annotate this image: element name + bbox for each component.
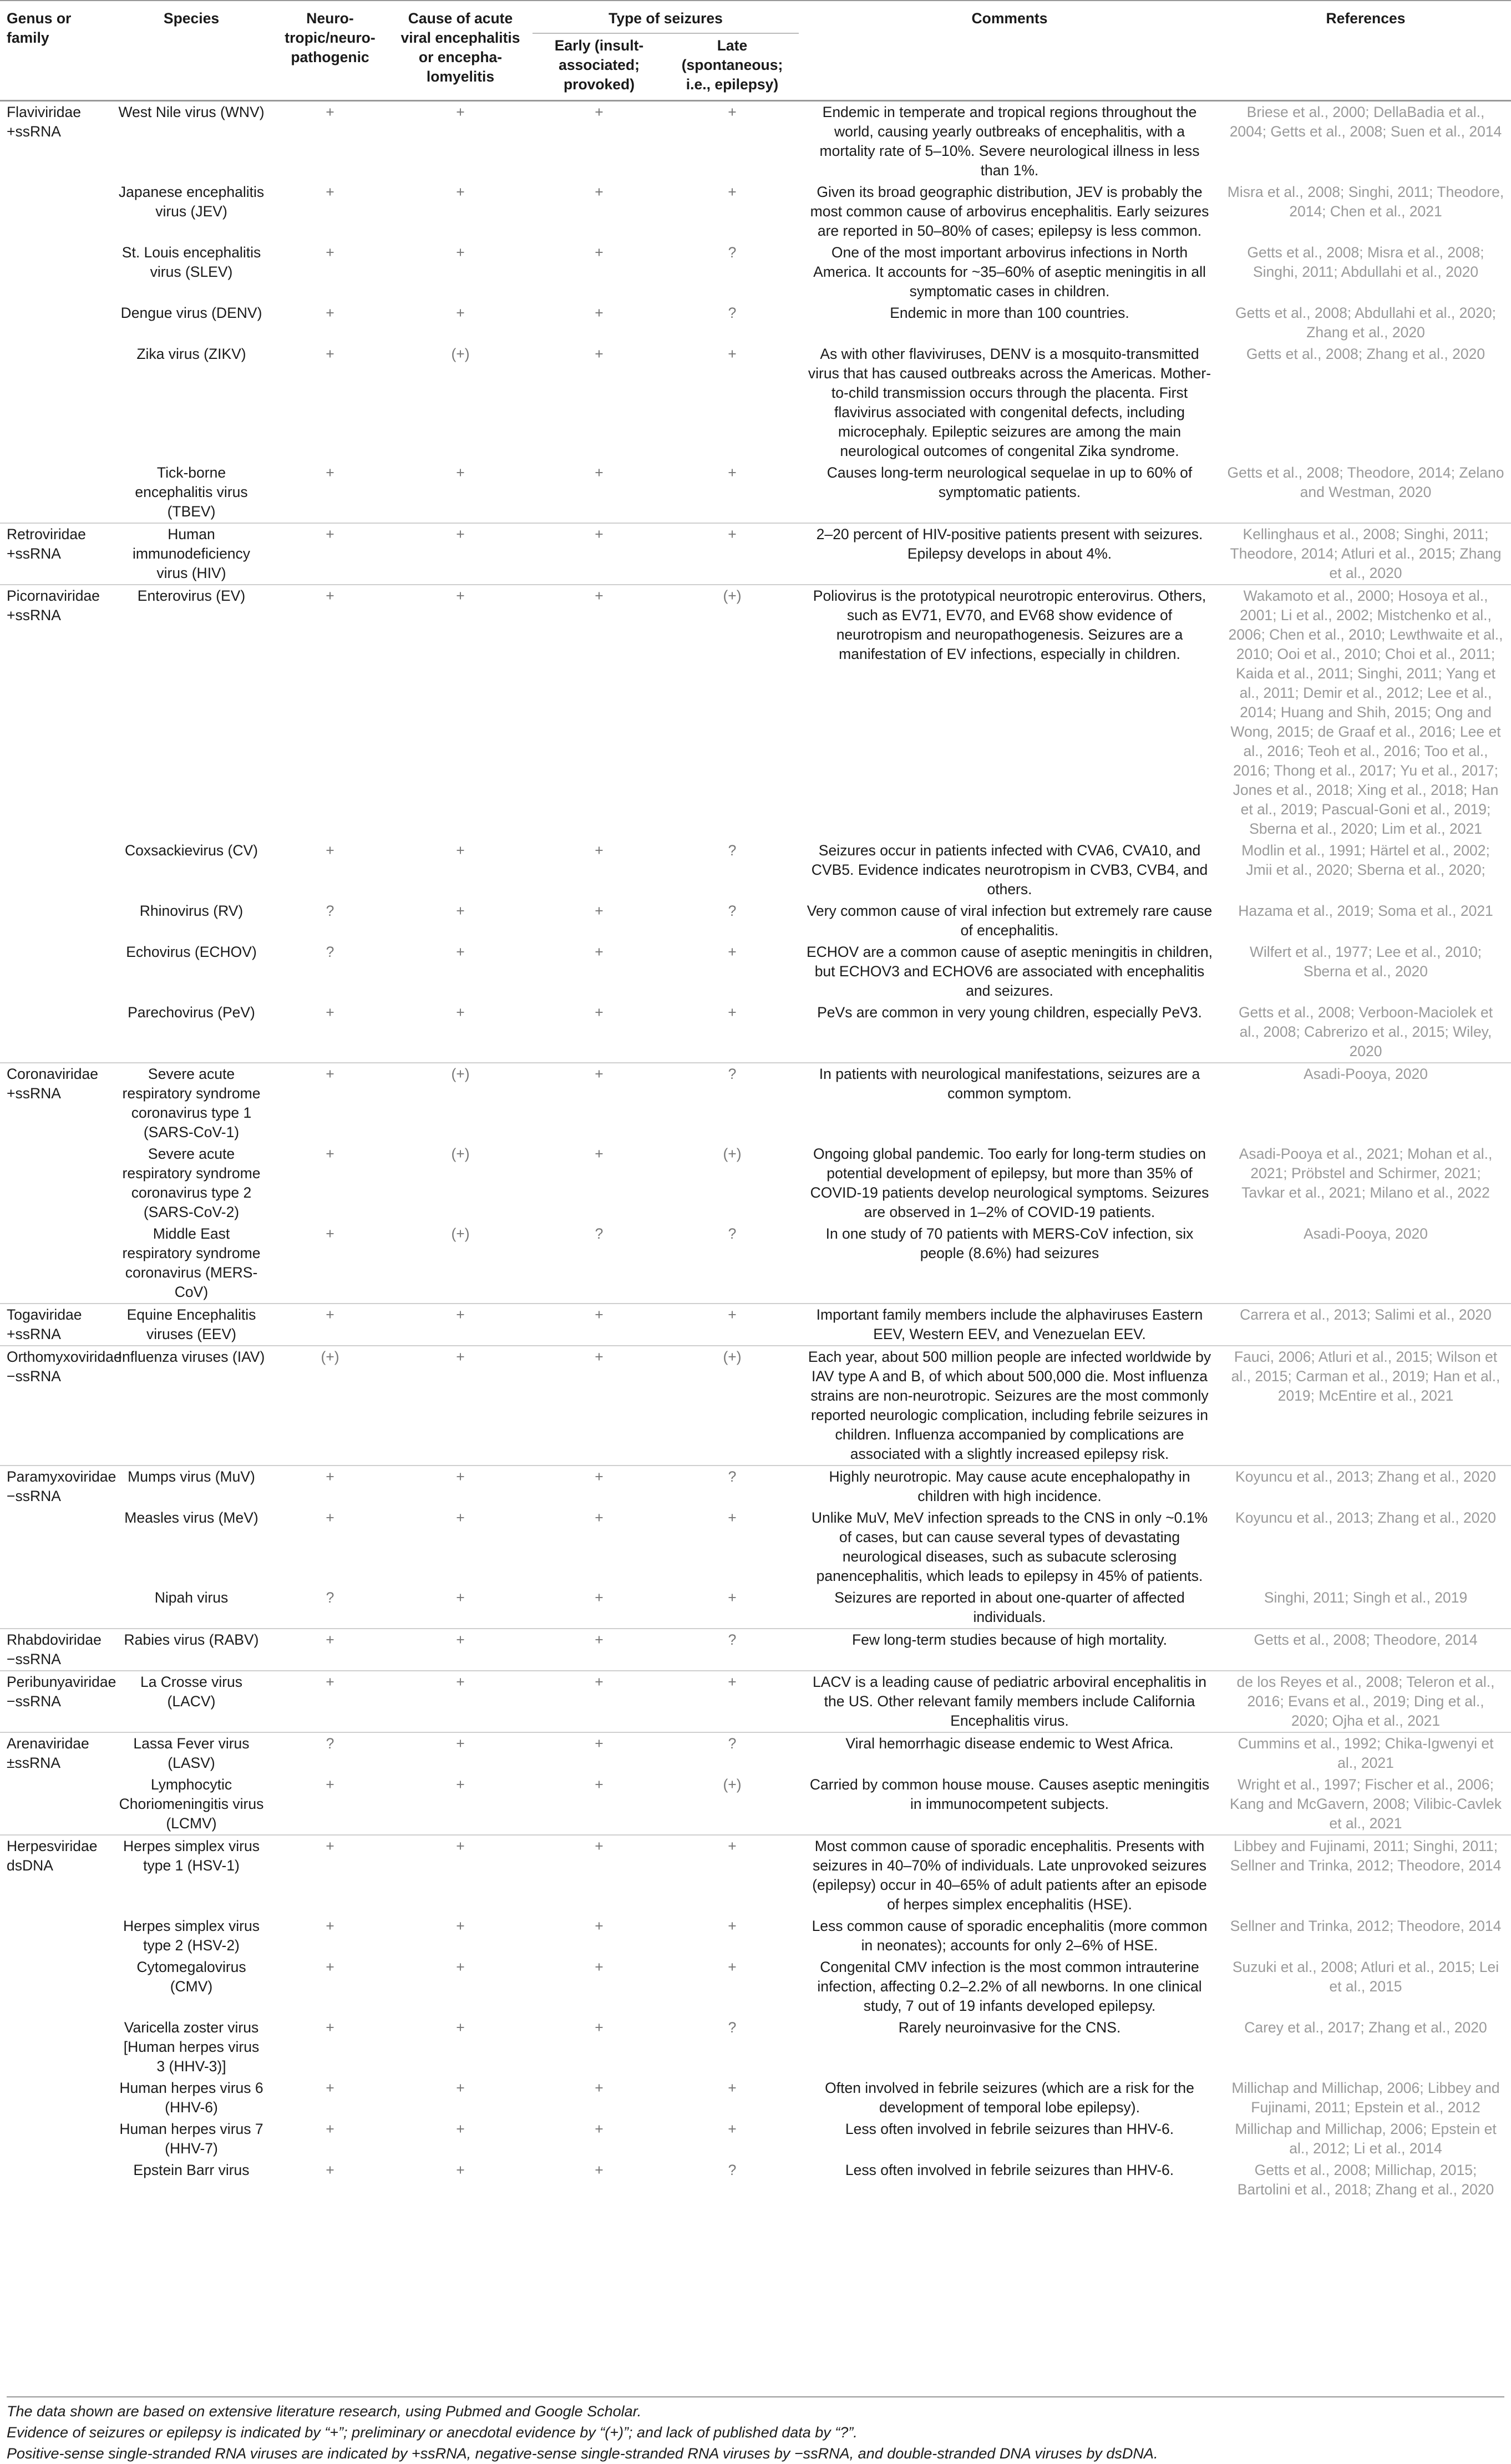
cell-neurotropic: ? — [272, 1732, 388, 1774]
cell-late-seizures: ? — [728, 903, 737, 919]
cell-encephalitis-cause: (+) — [451, 346, 470, 362]
cell-encephalitis-cause: + — [456, 104, 465, 120]
cell-encephalitis-cause: (+) — [388, 1063, 533, 1143]
cell-references: Millichap and Millichap, 2006; Libbey and Fujinami, 2011; Epstein et al., 2012 — [1231, 2080, 1500, 2116]
cell-early-seizures: + — [595, 244, 604, 261]
cell-late-seizures: ? — [728, 842, 737, 859]
cell-early-seizures: + — [533, 1466, 666, 1507]
cell-references: de los Reyes et al., 2008; Teleron et al., 2016; Evans et al., 2019; Ding et al., 2020; Ojha et al., 2021 — [1220, 1671, 1511, 1732]
cell-early-seizures: + — [595, 1509, 604, 1526]
table-row — [0, 1063, 1511, 1143]
cell-early-seizures: + — [595, 1145, 604, 1162]
cell-late-seizures: (+) — [666, 1346, 799, 1466]
cell-genus — [0, 1587, 111, 1629]
cell-early-seizures: + — [595, 1004, 604, 1021]
cell-references: Briese et al., 2000; DellaBadia et al., 2004; Getts et al., 2008; Suen et al., 2014 — [1229, 104, 1502, 140]
cell-references: Sellner and Trinka, 2012; Theodore, 2014 — [1230, 1918, 1502, 1934]
cell-late-seizures: (+) — [723, 1145, 742, 1162]
cell-genus: Herpesviridae dsDNA — [0, 1835, 111, 1915]
table-row — [0, 840, 1511, 900]
cell-encephalitis-cause: + — [456, 184, 465, 200]
table-row — [0, 101, 1511, 182]
cell-early-seizures: + — [533, 1629, 666, 1671]
header-late: Late (spontaneous; i.e., epilepsy) — [666, 33, 799, 101]
cell-late-seizures: + — [728, 1589, 737, 1606]
cell-comments: Endemic in temperate and tropical regions throughout the world, causing yearly outbreaks of encephalitis, with a mortality rate of 5–10%. Severe neurological illness in less than 1%. — [819, 104, 1200, 179]
cell-late-seizures: ? — [728, 1225, 737, 1242]
cell-neurotropic: + — [326, 244, 334, 261]
cell-neurotropic: (+) — [272, 1346, 388, 1466]
cell-genus — [0, 302, 111, 343]
cell-neurotropic: + — [326, 104, 334, 120]
cell-species: Epstein Barr virus — [133, 2162, 250, 2178]
cell-neurotropic: ? — [326, 1589, 334, 1606]
cell-species: Mumps virus (MuV) — [111, 1466, 272, 1507]
cell-references: Libbey and Fujinami, 2011; Singhi, 2011; Sellner and Trinka, 2012; Theodore, 2014 — [1220, 1835, 1511, 1915]
cell-late-seizures: + — [728, 2080, 737, 2096]
cell-late-seizures: + — [728, 1959, 737, 1975]
cell-species: Varicella zoster virus [Human herpes virus 3 (HHV-3)] — [123, 2019, 260, 2075]
cell-references: Modlin et al., 1991; Härtel et al., 2002; Jmii et al., 2020; Sberna et al., 2020; — [1241, 842, 1490, 878]
cell-neurotropic: + — [326, 1225, 334, 1242]
cell-neurotropic: + — [326, 842, 334, 859]
cell-neurotropic: + — [272, 1671, 388, 1732]
cell-late-seizures: ? — [728, 244, 737, 261]
cell-comments: As with other flaviviruses, DENV is a mosquito-transmitted virus that has caused outbreaks across the Americas. Mother-to-child transmission occurs through the placenta. First flavivirus associated with congenital defects, including microcephaly. Epileptic seizures are among the main neurological outcomes of congenital Zika syndrome. — [808, 346, 1211, 459]
cell-references: Koyuncu et al., 2013; Zhang et al., 2020 — [1235, 1509, 1496, 1526]
cell-species: Nipah virus — [154, 1589, 229, 1606]
header-references: References — [1220, 1, 1511, 101]
cell-genus — [0, 2118, 111, 2159]
cell-comments: Seizures are reported in about one-quarter of affected individuals. — [834, 1589, 1185, 1625]
cell-comments: In patients with neurological manifestations, seizures are a common symptom. — [799, 1063, 1220, 1143]
header-early: Early (insult-associated; provoked) — [533, 33, 666, 101]
cell-encephalitis-cause: + — [456, 244, 465, 261]
cell-comments: Less common cause of sporadic encephalitis (more common in neonates); accounts for only 2–6% of HSE. — [812, 1918, 1208, 1954]
cell-encephalitis-cause: + — [456, 1918, 465, 1934]
cell-encephalitis-cause: + — [456, 1004, 465, 1021]
cell-encephalitis-cause: + — [456, 2080, 465, 2096]
cell-species: Human herpes virus 6 (HHV-6) — [119, 2080, 263, 2116]
footnote: The data shown are based on extensive literature research, using Pubmed and Google Scholar. — [7, 2403, 642, 2420]
cell-genus: Rhabdoviridae −ssRNA — [0, 1629, 111, 1671]
table-row — [0, 2159, 1511, 2201]
cell-species: Zika virus (ZIKV) — [136, 346, 246, 362]
cell-genus — [0, 343, 111, 462]
cell-species: Japanese encephalitis virus (JEV) — [118, 184, 265, 220]
cell-species: West Nile virus (WNV) — [118, 104, 265, 120]
cell-species: Influenza viruses (IAV) — [111, 1346, 272, 1466]
cell-early-seizures: + — [595, 1918, 604, 1934]
cell-neurotropic: + — [326, 305, 334, 321]
cell-genus — [0, 840, 111, 900]
cell-genus: Togaviridae +ssRNA — [0, 1304, 111, 1346]
cell-neurotropic: + — [326, 1145, 334, 1162]
table-row — [0, 1002, 1511, 1063]
table-row — [0, 343, 1511, 462]
cell-comments: PeVs are common in very young children, especially PeV3. — [817, 1004, 1202, 1021]
cell-neurotropic: + — [326, 2121, 334, 2137]
cell-comments: Less often involved in febrile seizures than HHV-6. — [845, 2162, 1174, 2178]
cell-genus — [0, 2077, 111, 2118]
cell-encephalitis-cause: + — [456, 1589, 465, 1606]
cell-encephalitis-cause: + — [388, 1304, 533, 1346]
cell-late-seizures: + — [666, 1671, 799, 1732]
cell-comments: Viral hemorrhagic disease endemic to West Africa. — [799, 1732, 1220, 1774]
cell-early-seizures: + — [595, 464, 604, 481]
cell-neurotropic: + — [326, 1004, 334, 1021]
cell-encephalitis-cause: + — [456, 464, 465, 481]
cell-genus — [0, 2159, 111, 2201]
header-cause: Cause of acute viral encephalitis or encepha-lomyelitis — [388, 1, 533, 101]
cell-comments: Few long-term studies because of high mortality. — [799, 1629, 1220, 1671]
table-body — [0, 101, 1511, 2201]
cell-neurotropic: + — [326, 346, 334, 362]
cell-early-seizures: + — [533, 1063, 666, 1143]
cell-encephalitis-cause: + — [388, 1629, 533, 1671]
cell-late-seizures: ? — [728, 2019, 737, 2036]
cell-references: Getts et al., 2008; Theodore, 2014 — [1220, 1629, 1511, 1671]
cell-early-seizures: + — [533, 1732, 666, 1774]
cell-early-seizures: ? — [595, 1225, 604, 1242]
cell-references: Getts et al., 2008; Abdullahi et al., 2020; Zhang et al., 2020 — [1235, 305, 1496, 341]
cell-references: Asadi-Pooya et al., 2021; Mohan et al., 2021; Pröbstel and Schirmer, 2021; Tavkar et al., 2021; Milano et al., 2022 — [1239, 1145, 1493, 1201]
cell-early-seizures: + — [595, 184, 604, 200]
cell-early-seizures: + — [595, 1959, 604, 1975]
cell-species: Equine Encephalitis viruses (EEV) — [111, 1304, 272, 1346]
table-row — [0, 2118, 1511, 2159]
cell-references: Carrera et al., 2013; Salimi et al., 2020 — [1220, 1304, 1511, 1346]
cell-comments: Highly neurotropic. May cause acute encephalopathy in children with high incidence. — [799, 1466, 1220, 1507]
cell-late-seizures: + — [728, 1918, 737, 1934]
cell-comments: Given its broad geographic distribution, JEV is probably the most common cause of arbovirus encephalitis. Early seizures are reported in 50–80% of cases; epilepsy is less common. — [810, 184, 1209, 239]
cell-early-seizures: + — [533, 1671, 666, 1732]
cell-neurotropic: + — [326, 1776, 334, 1793]
cell-comments: Often involved in febrile seizures (which are a risk for the development of temporal lobe epilepsy). — [825, 2080, 1194, 2116]
table-row — [0, 1587, 1511, 1629]
cell-neurotropic: + — [272, 1304, 388, 1346]
cell-encephalitis-cause: + — [456, 305, 465, 321]
cell-species: Herpes simplex virus type 1 (HSV-1) — [111, 1835, 272, 1915]
cell-comments: Very common cause of viral infection but extremely rare cause of encephalitis. — [807, 903, 1213, 939]
cell-references: Suzuki et al., 2008; Atluri et al., 2015; Lei et al., 2015 — [1232, 1959, 1499, 1995]
cell-early-seizures: + — [595, 2121, 604, 2137]
table-row — [0, 2077, 1511, 2118]
cell-comments: ECHOV are a common cause of aseptic meningitis in children, but ECHOV3 and ECHOV6 are associated with encephalitis and seizures. — [806, 944, 1213, 999]
cell-genus — [0, 242, 111, 302]
table-row — [0, 462, 1511, 523]
table-row — [0, 2017, 1511, 2077]
cell-references: Koyuncu et al., 2013; Zhang et al., 2020 — [1220, 1466, 1511, 1507]
cell-neurotropic: + — [326, 2019, 334, 2036]
cell-late-seizures: ? — [728, 305, 737, 321]
cell-late-seizures: ? — [728, 2162, 737, 2178]
cell-late-seizures: ? — [666, 1732, 799, 1774]
cell-early-seizures: + — [595, 305, 604, 321]
cell-references: Asadi-Pooya, 2020 — [1304, 1225, 1428, 1242]
cell-late-seizures: (+) — [723, 1776, 742, 1793]
cell-encephalitis-cause: + — [456, 903, 465, 919]
cell-comments: In one study of 70 patients with MERS-CoV infection, six people (8.6%) had seizures — [825, 1225, 1194, 1261]
cell-genus — [0, 2017, 111, 2077]
cell-neurotropic: ? — [326, 944, 334, 960]
cell-late-seizures: + — [666, 1304, 799, 1346]
table-row — [0, 302, 1511, 343]
cell-references: Getts et al., 2008; Theodore, 2014; Zelano and Westman, 2020 — [1227, 464, 1504, 500]
cell-early-seizures: + — [595, 2162, 604, 2178]
cell-species: Coxsackievirus (CV) — [124, 842, 258, 859]
table-row — [0, 900, 1511, 941]
table-row — [0, 242, 1511, 302]
cell-species: Lymphocytic Choriomeningitis virus (LCMV) — [119, 1776, 264, 1832]
cell-early-seizures: + — [595, 1589, 604, 1606]
header-seizures: Type of seizures — [533, 1, 799, 33]
cell-neurotropic: + — [272, 1466, 388, 1507]
cell-encephalitis-cause: (+) — [451, 1145, 470, 1162]
cell-species: St. Louis encephalitis virus (SLEV) — [121, 244, 261, 280]
table-row — [0, 1223, 1511, 1304]
cell-encephalitis-cause: + — [388, 523, 533, 585]
cell-comments: Important family members include the alphaviruses Eastern EEV, Western EEV, and Venezuelan EEV. — [799, 1304, 1220, 1346]
cell-late-seizures: + — [728, 1509, 737, 1526]
cell-genus — [0, 1002, 111, 1063]
cell-comments: 2–20 percent of HIV-positive patients present with seizures. Epilepsy develops in about 4%. — [799, 523, 1220, 585]
cell-encephalitis-cause: + — [456, 944, 465, 960]
cell-late-seizures: + — [728, 184, 737, 200]
table-row — [0, 1346, 1511, 1466]
cell-early-seizures: + — [595, 2019, 604, 2036]
cell-genus: Picornaviridae +ssRNA — [0, 585, 111, 840]
cell-comments: Most common cause of sporadic encephalitis. Presents with seizures in 40–70% of individuals. Late unprovoked seizures (epilepsy) occur in 40–65% of adult patients after an episode of herpes simplex encephalitis (HSE). — [799, 1835, 1220, 1915]
cell-encephalitis-cause: (+) — [451, 1225, 470, 1242]
footnote: Evidence of seizures or epilepsy is indicated by “+”; preliminary or anecdotal evidence by “(+)”; and lack of published data by “?”. — [7, 2424, 858, 2441]
cell-species: Rabies virus (RABV) — [111, 1629, 272, 1671]
cell-encephalitis-cause: + — [388, 1466, 533, 1507]
cell-encephalitis-cause: + — [388, 1732, 533, 1774]
cell-species: Dengue virus (DENV) — [120, 305, 262, 321]
table-header — [0, 1, 1511, 101]
cell-late-seizures: ? — [666, 1063, 799, 1143]
cell-genus — [0, 1915, 111, 1956]
cell-neurotropic: + — [326, 464, 334, 481]
cell-early-seizures: + — [533, 523, 666, 585]
cell-early-seizures: + — [533, 1835, 666, 1915]
cell-neurotropic: + — [326, 1509, 334, 1526]
cell-genus — [0, 1223, 111, 1304]
cell-early-seizures: + — [595, 944, 604, 960]
cell-comments: Seizures occur in patients infected with CVA6, CVA10, and CVB5. Evidence indicates neurotropism in CVB3, CVB4, and others. — [811, 842, 1208, 898]
cell-genus — [0, 900, 111, 941]
cell-early-seizures: + — [595, 842, 604, 859]
cell-comments: Each year, about 500 million people are infected worldwide by IAV type A and B, of which about 500,000 die. Most influenza strains are non-neurotropic. Seizures are the most commonly reported neurologic complication, including febrile seizures in children. Influenza accompanied by complications are associated with a slightly increased epilepsy risk. — [799, 1346, 1220, 1466]
cell-early-seizures: + — [533, 1346, 666, 1466]
header-neuro: Neuro-tropic/neuro-pathogenic — [272, 1, 388, 101]
table-row — [0, 1143, 1511, 1223]
cell-references: Singhi, 2011; Singh et al., 2019 — [1264, 1589, 1468, 1606]
cell-references: Millichap and Millichap, 2006; Epstein et al., 2012; Li et al., 2014 — [1235, 2121, 1497, 2157]
cell-genus: Arenaviridae ±ssRNA — [0, 1732, 111, 1774]
table-row — [0, 181, 1511, 242]
cell-species: Enterovirus (EV) — [111, 585, 272, 840]
cell-early-seizures: + — [595, 104, 604, 120]
cell-neurotropic: + — [272, 1835, 388, 1915]
cell-late-seizures: + — [728, 346, 737, 362]
cell-comments: One of the most important arbovirus infections in North America. It accounts for ~35–60% of aseptic meningitis in all symptomatic cases in children. — [813, 244, 1206, 300]
cell-species: Severe acute respiratory syndrome coronavirus type 1 (SARS-CoV-1) — [111, 1063, 272, 1143]
cell-encephalitis-cause: + — [388, 1835, 533, 1915]
cell-encephalitis-cause: + — [456, 842, 465, 859]
footnote: Positive-sense single-stranded RNA viruses are indicated by +ssRNA, negative-sense single-stranded RNA viruses by −ssRNA, and double-stranded DNA viruses by dsDNA. — [7, 2445, 1158, 2462]
cell-species: La Crosse virus (LACV) — [111, 1671, 272, 1732]
cell-late-seizures: + — [728, 464, 737, 481]
table-footnotes — [7, 2396, 1504, 2464]
table-row — [0, 1629, 1511, 1671]
cell-references: Getts et al., 2008; Zhang et al., 2020 — [1246, 346, 1485, 362]
cell-neurotropic: + — [326, 2162, 334, 2178]
cell-species: Lassa Fever virus (LASV) — [111, 1732, 272, 1774]
cell-species: Tick-borne encephalitis virus (TBEV) — [135, 464, 248, 520]
cell-species: Human herpes virus 7 (HHV-7) — [119, 2121, 263, 2157]
cell-early-seizures: + — [595, 903, 604, 919]
cell-genus — [0, 1143, 111, 1223]
cell-neurotropic: + — [272, 585, 388, 840]
table-row — [0, 1671, 1511, 1732]
cell-neurotropic: + — [272, 523, 388, 585]
cell-encephalitis-cause: + — [456, 2019, 465, 2036]
cell-references: Kellinghaus et al., 2008; Singhi, 2011; Theodore, 2014; Atluri et al., 2015; Zhang et al., 2020 — [1220, 523, 1511, 585]
cell-encephalitis-cause: + — [456, 2121, 465, 2137]
table-row — [0, 1507, 1511, 1587]
table-row — [0, 1304, 1511, 1346]
table-row — [0, 1835, 1511, 1915]
cell-comments: Endemic in more than 100 countries. — [890, 305, 1129, 321]
table-row — [0, 1774, 1511, 1835]
cell-comments: Poliovirus is the prototypical neurotropic enterovirus. Others, such as EV71, EV70, and EV68 show evidence of neurotropism and neuropathogenesis. Seizures are a manifestation of EV infections, especially in children. — [799, 585, 1220, 840]
cell-genus: Coronaviridae +ssRNA — [0, 1063, 111, 1143]
cell-neurotropic: + — [326, 1959, 334, 1975]
cell-neurotropic: + — [272, 1063, 388, 1143]
cell-references: Wright et al., 1997; Fischer et al., 2006; Kang and McGavern, 2008; Vilibic-Cavlek et al., 2021 — [1229, 1776, 1502, 1832]
table-row — [0, 941, 1511, 1002]
cell-comments: Unlike MuV, MeV infection spreads to the CNS in only ~0.1% of cases, but can cause several types of devastating neurological diseases, such as subacute sclerosing panencephalitis, which leads to epilepsy in 45% of patients. — [811, 1509, 1208, 1584]
cell-genus — [0, 1774, 111, 1835]
cell-species: Severe acute respiratory syndrome coronavirus type 2 (SARS-CoV-2) — [122, 1145, 261, 1220]
cell-references: Wakamoto et al., 2000; Hosoya et al., 2001; Li et al., 2002; Mistchenko et al., 2006; Chen et al., 2010; Lewthwaite et al., 2010; Ooi et al., 2010; Choi et al., 2011; Kaida et al., 2011; Singhi, 2011; Yang et al., 2011; Demir et al., 2012; Lee et al., 2014; Huang and Shih, 2015; Ong and Wong, 2015; de Graaf et al., 2016; Lee et al., 2016; Teoh et al., 2016; Too et al., 2016; Thong et al., 2017; Yu et al., 2017; Jones et al., 2018; Xing et al., 2018; Han et al., 2019; Pascual-Goni et al., 2019; Sberna et al., 2020; Lim et al., 2021 — [1220, 585, 1511, 840]
cell-neurotropic: + — [326, 184, 334, 200]
cell-neurotropic: + — [326, 2080, 334, 2096]
cell-genus: Orthomyxoviridae −ssRNA — [0, 1346, 111, 1466]
cell-species: Herpes simplex virus type 2 (HSV-2) — [123, 1918, 260, 1954]
cell-genus: Retroviridae +ssRNA — [0, 523, 111, 585]
cell-late-seizures: + — [666, 1835, 799, 1915]
cell-species: Cytomegalovirus (CMV) — [136, 1959, 246, 1995]
cell-species: Parechovirus (PeV) — [128, 1004, 255, 1021]
cell-references: Asadi-Pooya, 2020 — [1220, 1063, 1511, 1143]
cell-comments: Causes long-term neurological sequelae in up to 60% of symptomatic patients. — [827, 464, 1193, 500]
cell-late-seizures: + — [728, 944, 737, 960]
cell-genus — [0, 1507, 111, 1587]
cell-late-seizures: (+) — [666, 585, 799, 840]
cell-encephalitis-cause: + — [388, 1346, 533, 1466]
cell-species: Measles virus (MeV) — [124, 1509, 258, 1526]
cell-early-seizures: + — [595, 1776, 604, 1793]
cell-comments: Rarely neuroinvasive for the CNS. — [898, 2019, 1121, 2036]
cell-references: Getts et al., 2008; Millichap, 2015; Bartolini et al., 2018; Zhang et al., 2020 — [1237, 2162, 1494, 2198]
cell-late-seizures: ? — [666, 1466, 799, 1507]
table-row — [0, 1732, 1511, 1774]
cell-references: Carey et al., 2017; Zhang et al., 2020 — [1244, 2019, 1487, 2036]
cell-comments: LACV is a leading cause of pediatric arboviral encephalitis in the US. Other relevant family members include California Encephalitis virus. — [799, 1671, 1220, 1732]
cell-late-seizures: + — [728, 1004, 737, 1021]
cell-species: Human immunodeficiency virus (HIV) — [111, 523, 272, 585]
cell-early-seizures: + — [533, 585, 666, 840]
header-comments: Comments — [799, 1, 1220, 101]
cell-genus: Flaviviridae +ssRNA — [7, 104, 82, 140]
cell-genus — [0, 181, 111, 242]
cell-neurotropic: + — [272, 1629, 388, 1671]
header-species: Species — [111, 1, 272, 101]
cell-late-seizures: + — [666, 523, 799, 585]
cell-references: Getts et al., 2008; Misra et al., 2008; Singhi, 2011; Abdullahi et al., 2020 — [1247, 244, 1484, 280]
header-genus: Genus or family — [0, 1, 111, 101]
cell-comments: Congenital CMV infection is the most common intrauterine infection, affecting 0.2–2.2% of all newborns. In one clinical study, 7 out of 19 infants developed epilepsy. — [817, 1959, 1202, 2014]
cell-neurotropic: ? — [326, 903, 334, 919]
cell-encephalitis-cause: + — [456, 1776, 465, 1793]
cell-comments: Ongoing global pandemic. Too early for long-term studies on potential development of epilepsy, but more than 35% of COVID-19 patients develop neurological symptoms. Seizures are observed in 1–2% of COVID-19 patients. — [810, 1145, 1209, 1220]
cell-encephalitis-cause: + — [456, 2162, 465, 2178]
cell-species: Middle East respiratory syndrome coronavirus (MERS-CoV) — [122, 1225, 261, 1300]
table-row — [0, 1956, 1511, 2017]
cell-late-seizures: ? — [666, 1629, 799, 1671]
cell-early-seizures: + — [595, 346, 604, 362]
table-row — [0, 523, 1511, 585]
cell-references: Fauci, 2006; Atluri et al., 2015; Wilson et al., 2015; Carman et al., 2019; Han et al., 2019; McEntire et al., 2021 — [1220, 1346, 1511, 1466]
cell-early-seizures: + — [595, 2080, 604, 2096]
cell-encephalitis-cause: + — [388, 585, 533, 840]
cell-references: Cummins et al., 1992; Chika-Igwenyi et al., 2021 — [1220, 1732, 1511, 1774]
cell-references: Hazama et al., 2019; Soma et al., 2021 — [1238, 903, 1493, 919]
table-row — [0, 585, 1511, 840]
cell-genus: Paramyxoviridae −ssRNA — [0, 1466, 111, 1507]
cell-genus: Peribunyaviridae −ssRNA — [0, 1671, 111, 1732]
cell-genus — [0, 941, 111, 1002]
cell-references: Wilfert et al., 1977; Lee et al., 2010; Sberna et al., 2020 — [1249, 944, 1482, 980]
table-row — [0, 1466, 1511, 1507]
cell-comments: Less often involved in febrile seizures than HHV-6. — [845, 2121, 1174, 2137]
cell-species: Rhinovirus (RV) — [139, 903, 244, 919]
cell-genus — [0, 462, 111, 523]
cell-late-seizures: + — [728, 104, 737, 120]
cell-species: Echovirus (ECHOV) — [126, 944, 257, 960]
cell-neurotropic: + — [326, 1918, 334, 1934]
cell-late-seizures: + — [728, 2121, 737, 2137]
cell-encephalitis-cause: + — [456, 1959, 465, 1975]
cell-encephalitis-cause: + — [388, 1671, 533, 1732]
cell-references: Misra et al., 2008; Singhi, 2011; Theodore, 2014; Chen et al., 2021 — [1227, 184, 1504, 220]
cell-genus — [0, 1956, 111, 2017]
cell-comments: Carried by common house mouse. Causes aseptic meningitis in immunocompetent subjects. — [809, 1776, 1210, 1812]
table-row — [0, 1915, 1511, 1956]
cell-references: Getts et al., 2008; Verboon-Maciolek et al., 2008; Cabrerizo et al., 2015; Wiley, 2020 — [1238, 1004, 1493, 1059]
cell-encephalitis-cause: + — [456, 1509, 465, 1526]
cell-early-seizures: + — [533, 1304, 666, 1346]
